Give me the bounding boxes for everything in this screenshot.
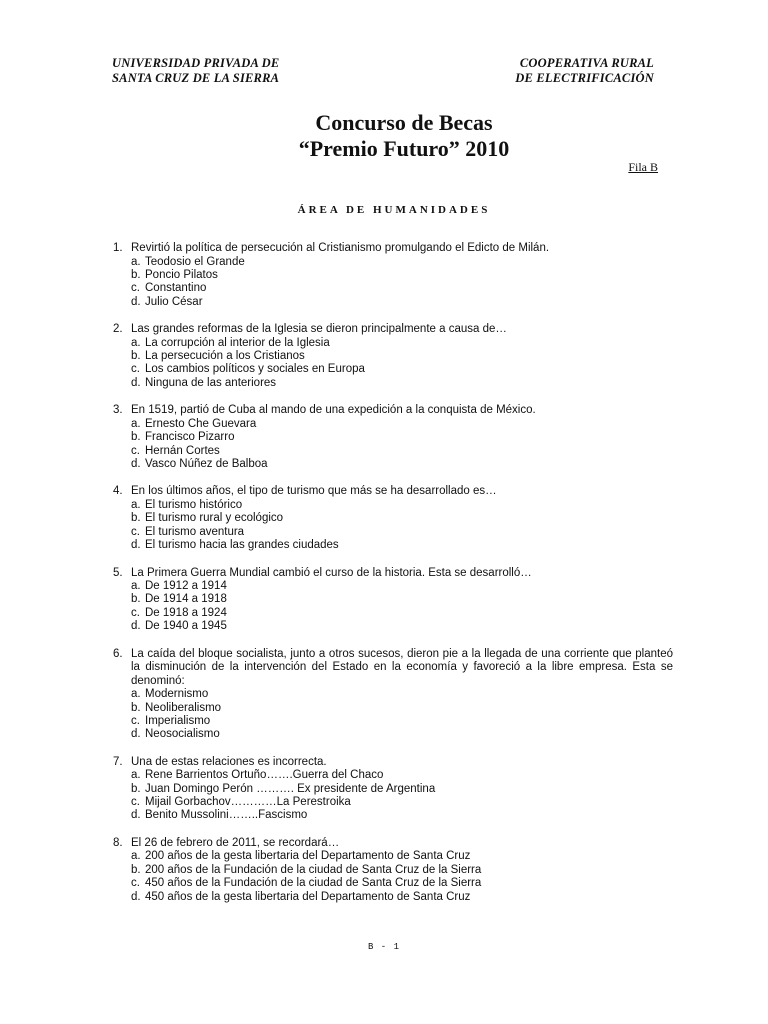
option-text: Ernesto Che Guevara (145, 417, 257, 430)
option-list (113, 418, 673, 472)
option-text: De 1940 a 1945 (145, 620, 227, 633)
title-line-2: “Premio Futuro” 2010 (298, 136, 510, 161)
answer-option (131, 377, 673, 390)
option-letter: a. (131, 417, 141, 430)
option-text: Mijail Gorbachov…………La Perestroika (145, 796, 351, 809)
question-stem (113, 323, 673, 337)
option-list (113, 337, 673, 391)
option-text: Neoliberalismo (145, 701, 222, 714)
option-text: Modernismo (145, 688, 209, 701)
cooperative-line-1: COOPERATIVA RURAL (519, 56, 654, 70)
option-text: El turismo rural y ecológico (145, 512, 284, 525)
answer-option (131, 512, 673, 525)
option-text: Juan Domingo Perón ………. Ex presidente de Argentina (145, 782, 436, 795)
answer-option (131, 688, 673, 701)
exam-row-label: Fila B (628, 160, 658, 174)
answer-option (131, 877, 673, 890)
option-letter: b. (131, 863, 141, 876)
question-stem (113, 567, 673, 581)
option-text: Rene Barrientos Ortuño…….Guerra del Chaco (145, 769, 384, 782)
option-list (113, 256, 673, 310)
option-text: 200 años de la Fundación de la ciudad de Santa Cruz de la Sierra (145, 863, 482, 876)
option-text: Francisco Pizarro (145, 431, 235, 444)
question-stem (113, 648, 673, 689)
question-item (113, 323, 673, 390)
option-list (113, 769, 673, 823)
option-list (113, 850, 673, 904)
answer-option (131, 783, 673, 796)
option-letter: d. (131, 457, 141, 470)
option-text: 200 años de la gesta libertaria del Departamento de Santa Cruz (145, 850, 471, 863)
answer-option (131, 796, 673, 809)
question-stem (113, 404, 673, 418)
option-letter: b. (131, 512, 141, 525)
option-text: Benito Mussolini……..Fascismo (145, 809, 308, 822)
question-stem (113, 485, 673, 499)
answer-option (131, 809, 673, 822)
option-text: Imperialismo (145, 714, 211, 727)
option-text: Teodosio el Grande (145, 255, 245, 268)
option-text: La persecución a los Cristianos (145, 350, 305, 363)
option-letter: d. (131, 620, 141, 633)
option-text: De 1918 a 1924 (145, 606, 227, 619)
option-letter: b. (131, 268, 141, 281)
option-letter: d. (131, 295, 141, 308)
cooperative-header (515, 56, 654, 86)
answer-option (131, 539, 673, 552)
answer-option (131, 769, 673, 782)
option-text: Vasco Núñez de Balboa (145, 457, 268, 470)
document-title (0, 110, 768, 162)
option-text: Los cambios políticos y sociales en Europa (145, 363, 365, 376)
answer-option (131, 580, 673, 593)
option-letter: c. (131, 363, 140, 376)
question-item (113, 404, 673, 471)
question-item (113, 648, 673, 742)
question-text: El 26 de febrero de 2011, se recordará… (131, 836, 340, 849)
answer-option (131, 282, 673, 295)
answer-option (131, 620, 673, 633)
answer-option (131, 702, 673, 715)
question-stem (113, 837, 673, 851)
option-letter: b. (131, 350, 141, 363)
question-number: 5. (113, 566, 123, 579)
question-number: 3. (113, 404, 123, 417)
option-text: Neosocialismo (145, 728, 220, 741)
option-list (113, 688, 673, 742)
university-header (112, 56, 279, 86)
option-text: De 1912 a 1914 (145, 580, 227, 592)
option-text: El turismo histórico (145, 498, 243, 511)
option-letter: a. (131, 850, 141, 863)
option-text: 450 años de la gesta libertaria del Departamento de Santa Cruz (145, 890, 471, 903)
cooperative-line-2: DE ELECTRIFICACIÓN (515, 71, 654, 85)
option-letter: a. (131, 580, 141, 592)
option-letter: d. (131, 728, 141, 741)
answer-option (131, 363, 673, 376)
option-letter: b. (131, 701, 141, 714)
answer-option (131, 296, 673, 309)
question-number: 4. (113, 485, 123, 498)
question-item (113, 837, 673, 904)
answer-option (131, 593, 673, 606)
question-text: En 1519, partió de Cuba al mando de una expedición a la conquista de México. (131, 404, 536, 417)
page-number: B - 1 (367, 942, 400, 952)
answer-option (131, 445, 673, 458)
answer-option (131, 715, 673, 728)
question-item (113, 567, 673, 634)
question-number: 7. (113, 755, 123, 768)
option-letter: c. (131, 525, 140, 538)
option-text: De 1914 a 1918 (145, 593, 227, 606)
option-text: Poncio Pilatos (145, 268, 218, 281)
option-letter: a. (131, 336, 141, 349)
option-text: 450 años de la Fundación de la ciudad de Santa Cruz de la Sierra (145, 877, 482, 890)
option-letter: c. (131, 877, 140, 890)
option-text: Ninguna de las anteriores (145, 376, 277, 389)
option-letter: a. (131, 769, 141, 782)
answer-option (131, 418, 673, 431)
question-number: 6. (113, 647, 123, 660)
option-text: El turismo aventura (145, 525, 245, 538)
question-number: 2. (113, 323, 123, 336)
answer-option (131, 526, 673, 539)
area-heading: ÁREA DE HUMANIDADES (297, 204, 491, 216)
option-letter: c. (131, 714, 140, 727)
answer-option (131, 431, 673, 444)
answer-option (131, 256, 673, 269)
option-text: Constantino (145, 282, 207, 295)
answer-option (131, 458, 673, 471)
university-line-2: SANTA CRUZ DE LA SIERRA (112, 71, 280, 85)
question-text: Las grandes reformas de la Iglesia se dieron principalmente a causa de… (131, 323, 507, 336)
answer-option (131, 864, 673, 877)
option-letter: b. (131, 593, 141, 606)
question-item (113, 485, 673, 552)
question-item (113, 242, 673, 309)
question-text: Una de estas relaciones es incorrecta. (131, 755, 327, 768)
question-number: 1. (113, 242, 123, 254)
university-line-1: UNIVERSIDAD PRIVADA DE (112, 56, 280, 70)
option-letter: c. (131, 796, 140, 809)
question-text: La Primera Guerra Mundial cambió el curso de la historia. Esta se desarrolló… (131, 566, 532, 579)
option-letter: a. (131, 498, 141, 511)
question-list (113, 242, 673, 918)
question-text: En los últimos años, el tipo de turismo que más se ha desarrollado es… (131, 485, 497, 498)
question-stem (113, 756, 673, 770)
option-letter: a. (131, 688, 141, 701)
option-text: La corrupción al interior de la Iglesia (145, 336, 330, 349)
option-letter: b. (131, 782, 141, 795)
option-letter: c. (131, 444, 140, 457)
option-letter: d. (131, 376, 141, 389)
question-number: 8. (113, 836, 123, 849)
option-text: Julio César (145, 295, 203, 308)
answer-option (131, 499, 673, 512)
option-list (113, 580, 673, 634)
answer-option (131, 891, 673, 904)
option-list (113, 499, 673, 553)
question-text: Revirtió la política de persecución al Cristianismo promulgando el Edicto de Milán. (131, 242, 550, 254)
option-letter: d. (131, 890, 141, 903)
answer-option (131, 337, 673, 350)
answer-option (131, 850, 673, 863)
option-text: Hernán Cortes (145, 444, 220, 457)
option-letter: c. (131, 606, 140, 619)
title-line-1: Concurso de Becas (315, 110, 493, 135)
option-letter: d. (131, 809, 141, 822)
option-letter: a. (131, 255, 141, 268)
answer-option (131, 728, 673, 741)
option-letter: c. (131, 282, 140, 295)
answer-option (131, 607, 673, 620)
answer-option (131, 350, 673, 363)
question-text: La caída del bloque socialista, junto a otros sucesos, dieron pie a la llegada de una corriente que planteó la disminución de la intervención del Estado en la economía y favoreció a la libre empresa. Esta se denominó: (131, 647, 673, 687)
option-text: El turismo hacia las grandes ciudades (145, 539, 339, 552)
option-letter: d. (131, 539, 141, 552)
option-letter: b. (131, 431, 141, 444)
question-item (113, 756, 673, 823)
question-stem (113, 242, 673, 256)
answer-option (131, 269, 673, 282)
